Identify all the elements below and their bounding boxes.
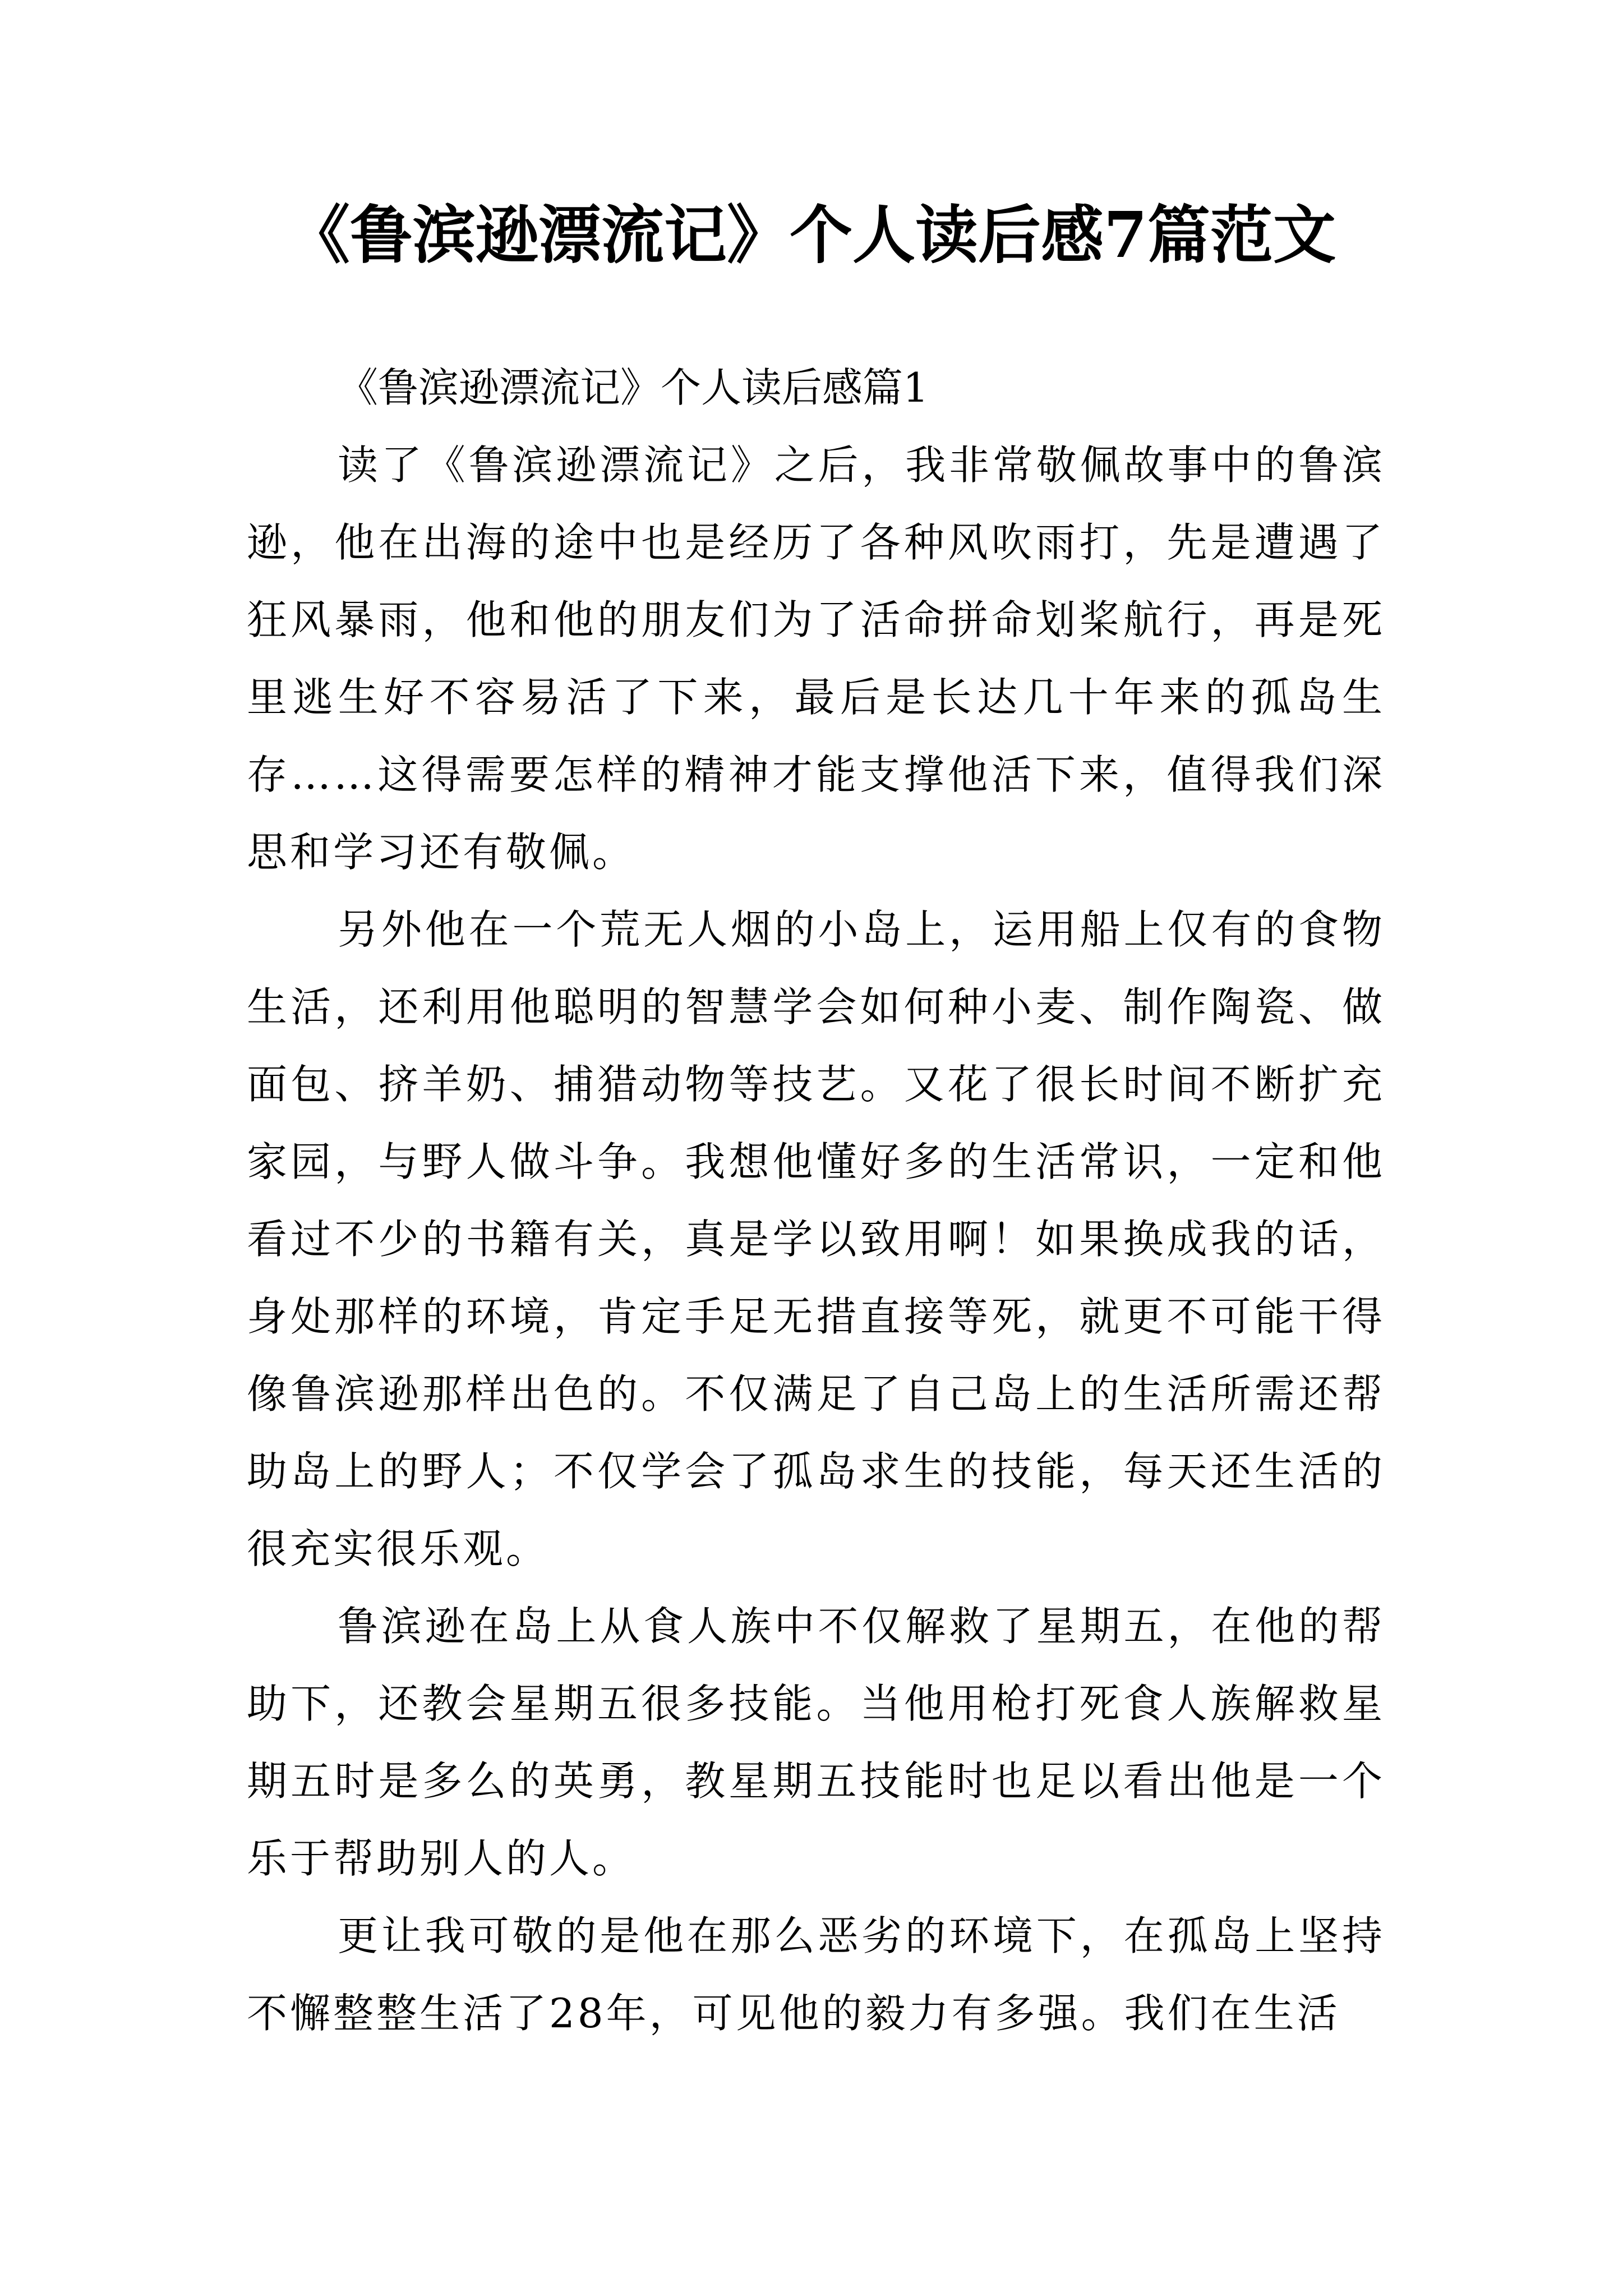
paragraph-1: 读了《鲁滨逊漂流记》之后，我非常敬佩故事中的鲁滨逊，他在出海的途中也是经历了各种风吹雨打，先是遭遇了狂风暴雨，他和他的朋友们为了活命拼命划桨航行，再是死里逃生好不容易活了下来，最后是长达几十年来的孤岛生存……这得需要怎样的精神才能支撑他活下来，值得我们深思和学习还有敬佩。 xyxy=(247,441,1385,876)
paragraph-4: 更让我可敬的是他在那么恶劣的环境下，在孤岛上坚持不懈整整生活了28年，可见他的毅力有多强。我们在生活 xyxy=(247,1912,1385,2037)
paragraph-3: 鲁滨逊在岛上从食人族中不仅解救了星期五，在他的帮助下，还教会星期五很多技能。当他用枪打死食人族解救星期五时是多么的英勇，教星期五技能时也足以看出他是一个乐于帮助别人的人。 xyxy=(247,1603,1385,1882)
document-title: 《鲁滨逊漂流记》个人读后感7篇范文 xyxy=(287,199,1336,272)
section-heading: 《鲁滨逊漂流记》个人读后感篇1 xyxy=(338,364,929,411)
document-body xyxy=(247,349,1385,2052)
paragraph-2: 另外他在一个荒无人烟的小岛上，运用船上仅有的食物生活，还利用他聪明的智慧学会如何种小麦、制作陶瓷、做面包、挤羊奶、捕猎动物等技艺。又花了很长时间不断扩充家园，与野人做斗争。我想他懂好多的生活常识，一定和他看过不少的书籍有关，真是学以致用啊！如果换成我的话，身处那样的环境，肯定手足无措直接等死，就更不可能干得像鲁滨逊那样出色的。不仅满足了自己岛上的生活所需还帮助岛上的野人；不仅学会了孤岛求生的技能，每天还生活的很充实很乐观。 xyxy=(247,906,1385,1572)
